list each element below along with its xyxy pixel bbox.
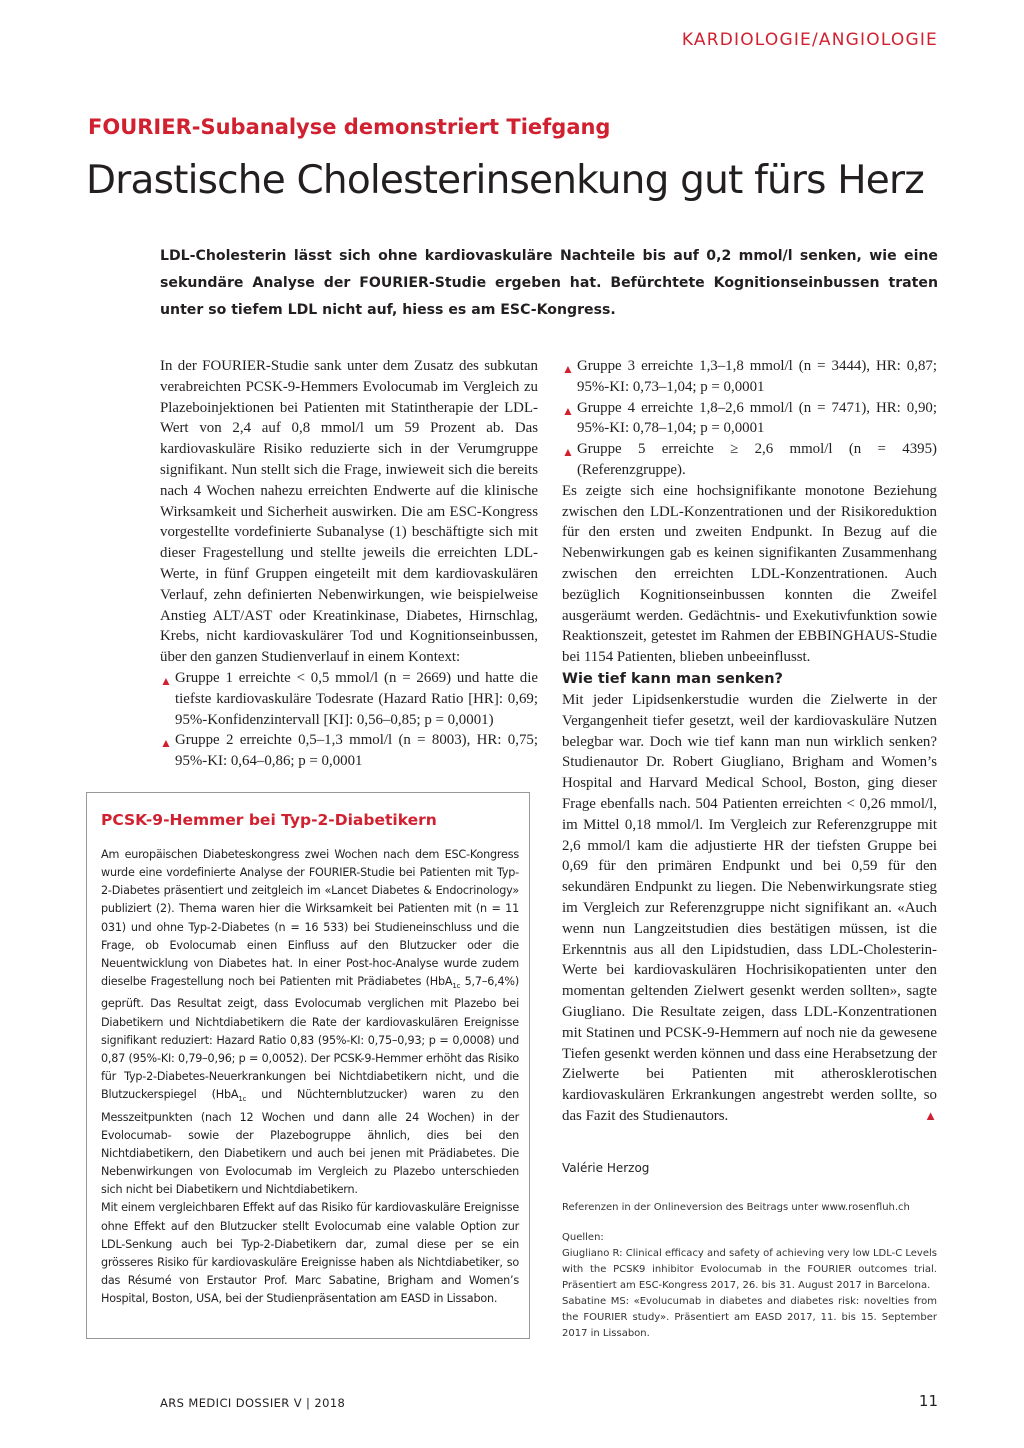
article-lead: [160, 243, 938, 324]
source-item: Sabatine MS: «Evolucumab in diabetes and diabetes risk: novelties from the FOURIER study». Präsentiert am EASD 2017, 11. bis 15. September 2017 in Lissabon.: [562, 1296, 937, 1339]
results-paragraph: Es zeigte sich eine hochsignifikante monotone Beziehung zwischen den LDL-Konzentrationen und der Risikoreduktion für den ersten und zweiten Endpunkt. In Bezug auf die Nebenwirkungen gab es keinen signifikanten Zusammenhang zwischen den erreichten LDL-Konzentrationen. Auch bezüglich Kognitionseinbussen konnten die Zweifel ausgeräumt werden. Gedächtnis- und Exekutivfunktion sowie Reaktionszeit, getestet im Rahmen der EBBINGHAUS-Studie bei 1154 Patienten, blieben unbeeinflusst.: [562, 482, 937, 666]
source-item: Giugliano R: Clinical efficacy and safety of achieving very low LDL-C Levels with the PCSK9 inhibitor Evolocumab in the FOURIER outcomes trial. Präsentiert am ESC-Kongress 2017, 26. bis 31. August 2017 in Barcelona.: [562, 1248, 937, 1291]
body-paragraph: [562, 690, 937, 1127]
list-item-text: Gruppe 4 erreichte 1,8–2,6 mmol/l (n = 7471), HR: 0,90; 95%-KI: 0,78–1,04; p = 0,0001: [577, 399, 937, 437]
body-paragraph-text: Mit jeder Lipidsenkerstudie wurden die Zielwerte in der Vergangenheit tiefer gesetzt, weil der kardiovaskuläre Nutzen belegbar war. Doch wie tief kann man nun wirklich senken? Studienautor Dr. Robert Giugliano, Brigham and Women’s Hospital and Harvard Medical School, Boston, ging dieser Frage ebenfalls nach. 504 Patienten erreichten < 0,26 mmol/l, im Mittel 0,18 mmol/l. Im Vergleich zur Referenzgruppe mit 2,6 mmol/l kam die adjustierte HR der tiefsten Gruppe bei 0,69 für den primären Endpunkt und bei 0,59 für den sekundären Endpunkt zu liegen. Die Nebenwirkungsrate stieg im Vergleich zur Referenzgruppe nicht signifikant an. «Auch wenn nun Langzeitstudien dies bestätigen müssen, ist die Erkenntnis aus all den Lipidstudien, dass LDL-Cholesterin-Werte bei kardiovaskulären Hochrisikopatienten unter den momentan geltenden Zielwert gesenkt werden sollten», sagte Giugliano. Die Resultate zeigen, dass LDL-Konzentrationen mit Statinen und PCSK-9-Hemmern auf noch nie da gewesene Tiefen gesenkt werden können und dass eine Herabsetzung der Zielwerte bei Patienten mit atherosklerotischen kardiovaskulären Erkrankungen angestrebt werden sollte, so das Fazit des Studienautors.: [562, 691, 937, 1124]
end-mark-icon: ▲: [924, 1107, 937, 1123]
box-title: PCSK-9-Hemmer bei Typ-2-Diabetikern: [101, 811, 437, 829]
references: [562, 1200, 937, 1342]
list-item-text: Gruppe 2 erreichte 0,5–1,3 mmol/l (n = 8003), HR: 0,75; 95%-KI: 0,64–0,86; p = 0,0001: [175, 732, 538, 770]
list-item-text: Gruppe 5 erreichte ≥ 2,6 mmol/l (n = 4395) (Referenzgruppe).: [577, 441, 937, 478]
list-item: [160, 730, 538, 772]
list-item: [562, 398, 937, 440]
page-number: 11: [918, 1392, 938, 1410]
box-text-segment: und Nüchternblutzucker) waren zu den Messzeitpunkten (nach 12 Wochen und dann alle 24 Wochen) in der Evolocumab- sowie der Plazebogruppe ähnlich, dies bei den Nichtdiabetikern, den Diabetikern und auch bei jenen mit Prädiabetes. Die Nebenwirkungen von Evolocumab im Vergleich zu Plazebo unterschieden sich nicht bei Diabetikern und Nichtdiabetikern.: [101, 1088, 519, 1197]
list-item: [562, 356, 937, 398]
sidebar-box: [86, 792, 530, 1339]
online-references: Referenzen in der Onlineversion des Beitrags unter www.rosenfluh.ch: [562, 1202, 910, 1213]
triangle-bullet-icon: ▲: [160, 673, 172, 688]
author-name: Valérie Herzog: [562, 1161, 650, 1175]
list-item: [562, 439, 937, 481]
list-item-text: Gruppe 3 erreichte 1,3–1,8 mmol/l (n = 3444), HR: 0,87; 95%-KI: 0,73–1,04; p = 0,0001: [577, 358, 937, 395]
box-paragraph: [101, 846, 519, 1199]
sources-label: Quellen:: [562, 1232, 604, 1243]
box-text-segment: 5,7–6,4%) geprüft. Das Resultat zeigt, dass Evolocumab verglichen mit Plazebo bei Diabetikern und Nichtdiabetikern die Rate der kardiovaskulären Ereignisse signifikant reduziert: Hazard Ratio 0,83 (95%-KI: 0,75–0,93; p = 0,0008) und 0,87 (95%-KI: 0,79–0,96; p = 0,0052). Der PCSK-9-Hemmer erhöht das Risiko für Typ-2-Diabetes-Neuerkrankungen bei Nichtdiabetikern nicht, und die Blutzuckerspiegel (HbA: [101, 975, 519, 1102]
triangle-bullet-icon: ▲: [160, 736, 172, 751]
section-tag: KARDIOLOGIE/ANGIOLOGIE: [681, 30, 938, 50]
triangle-bullet-icon: ▲: [562, 403, 574, 418]
article-headline: Drastische Cholesterinsenkung gut fürs Herz: [86, 158, 924, 203]
list-item: [160, 668, 538, 730]
column-right: [562, 356, 937, 1127]
journal-footer: ARS MEDICI DOSSIER V | 2018: [160, 1396, 346, 1410]
subscript: 1c: [452, 982, 461, 991]
article-kicker: FOURIER-Subanalyse demonstriert Tiefgang: [88, 115, 611, 139]
list-item-text: Gruppe 1 erreichte < 0,5 mmol/l (n = 2669) und hatte die tiefste kardiovaskuläre Todesrate (Hazard Ratio [HR]: 0,69; 95%-Konfidenzintervall [KI]: 0,56–0,85; p = 0,0001): [175, 669, 538, 728]
box-paragraph: Mit einem vergleichbaren Effekt auf das Risiko für kardiovaskuläre Ereignisse ohne Effekt auf den Blutzucker stellt Evolocumab eine valable Option zur LDL-Senkung auch bei Typ-2-Diabetikern dar, zumal diese per se ein grösseres Risiko für kardiovaskuläre Ereignisse haben als Nichtdiabetiker, so das Résumé von Erstautor Prof. Marc Sabatine, Brigham and Women’s Hospital, Boston, USA, bei der Studienpräsentation am EASD in Lissabon.: [101, 1201, 519, 1306]
triangle-bullet-icon: ▲: [562, 362, 574, 376]
subscript: 1c: [238, 1095, 247, 1104]
column-left: [160, 356, 538, 772]
subheading: Wie tief kann man senken?: [562, 670, 783, 687]
lead-text: LDL-Cholesterin lässt sich ohne kardiovaskuläre Nachteile bis auf 0,2 mmol/l senken, wie eine sekundäre Analyse der FOURIER-Studie ergeben hat. Befürchtete Kognitionseinbussen traten unter so tiefem LDL nicht auf, hiess es am ESC-Kongress.: [160, 248, 938, 318]
box-text-segment: Am europäischen Diabeteskongress zwei Wochen nach dem ESC-Kongress wurde eine vordefinierte Analyse der FOURIER-Studie bei Patienten mit Typ-2-Diabetes präsentiert und zeitgleich im «Lancet Diabetes & Endocrinology» publiziert (2). Thema waren hier die Wirksamkeit bei Patienten mit (n = 11 031) und ohne Typ-2-Diabetes (n = 16 533) bei Studieneinschluss und die Frage, ob Evolocumab einen Einfluss auf den Blutzucker oder die Neuentwicklung von Diabetes hat. In einer Post-hoc-Analyse wurde zudem dieselbe Fragestellung noch bei Patienten mit Prädiabetes (HbA: [101, 848, 519, 989]
triangle-bullet-icon: ▲: [562, 445, 574, 460]
intro-paragraph: In der FOURIER-Studie sank unter dem Zusatz des subkutan verabreichten PCSK-9-Hemmers Evolocumab im Vergleich zu Plazeboinjektionen bei Patienten mit Statintherapie der LDL-Wert von 2,4 auf 0,8 mmol/l um 59 Prozent ab. Das kardiovaskuläre Risiko reduzierte sich in der Verumgruppe signifikant. Nun stellt sich die Frage, inwieweit sich die bereits nach 4 Wochen nahezu erreichten Endwerte auf die klinische Wirksamkeit und Sicherheit auswirken. Die am ESC-Kongress vorgestellte vordefinierte Subanalyse (1) beschäftigte sich mit dieser Fragestellung und stellte jeweils die erreichten LDL-Werte, in fünf Gruppen eingeteilt mit dem kardiovaskulären Verlauf, zehn definierten Nebenwirkungen, wie beispielweise Anstieg ALT/AST oder Kreatinkinase, Diabetes, Hirnschlag, Krebs, nicht kardiovaskulärer Tod und Kognitionseinbussen, über den ganzen Studienverlauf in einem Kontext:: [160, 358, 538, 666]
